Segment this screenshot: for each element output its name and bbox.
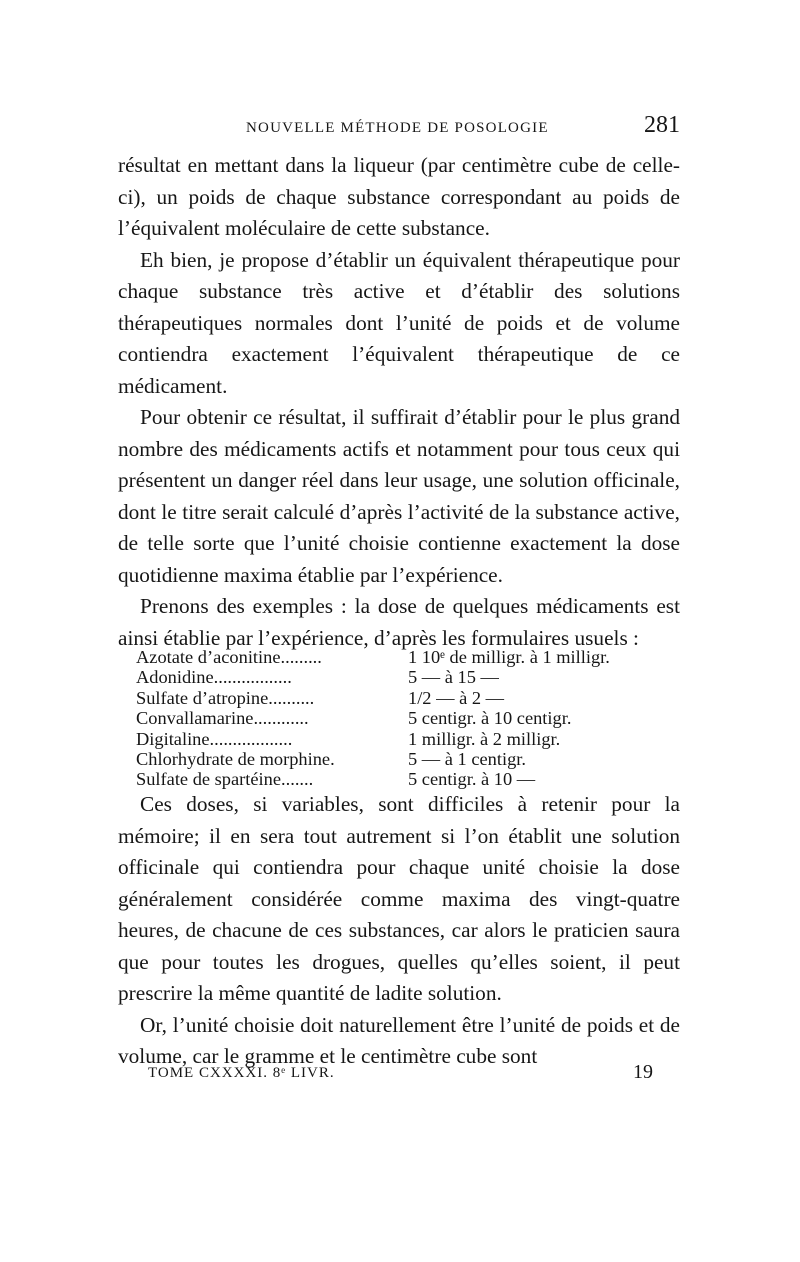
paragraph-doses-variable: Ces doses, si variables, sont difficiles à retenir pour la mémoire; il en sera tout autrement si l’on établit une solution officinale qui contiendra pour chaque unité choisie la dose généralement considérée comme maxima des vingt-quatre heures, de chacune de ces substances, car alors le praticien saura que pour toutes les drogues, quelles qu’elles soient, il peut prescrire la même quantité de ladite solution. bbox=[118, 792, 680, 1005]
table-row bbox=[136, 647, 686, 667]
page-footer bbox=[148, 1061, 653, 1087]
table-row bbox=[136, 667, 686, 687]
drug-name: Azotate d’aconitine......... bbox=[136, 647, 322, 667]
table-row bbox=[136, 708, 686, 728]
table-row bbox=[136, 749, 686, 769]
volume-signature: TOME CXXXXI. 8ᵉ LIVR. bbox=[148, 1065, 335, 1081]
sheet-number: 19 bbox=[633, 1061, 653, 1083]
drug-name: Digitaline.................. bbox=[136, 728, 293, 749]
running-title: NOUVELLE MÉTHODE DE POSOLOGIE bbox=[246, 120, 549, 136]
dose-table bbox=[136, 647, 686, 790]
dose-range: 5 centigr. à 10 centigr. bbox=[408, 708, 572, 729]
drug-name: Adonidine................. bbox=[136, 667, 292, 688]
dose-range: 1 10ᵉ de milligr. à 1 milligr. bbox=[408, 647, 610, 667]
dose-range: 1 milligr. à 2 milligr. bbox=[408, 728, 561, 749]
table-row bbox=[136, 769, 686, 789]
page-header bbox=[118, 112, 680, 142]
table-row bbox=[136, 688, 686, 708]
page-number: 281 bbox=[644, 112, 680, 138]
body-text-lower bbox=[118, 789, 680, 1073]
dose-range: 5 — à 1 centigr. bbox=[408, 749, 526, 770]
drug-name: Sulfate d’atropine.......... bbox=[136, 687, 315, 708]
drug-name: Sulfate de spartéine....... bbox=[136, 769, 314, 790]
body-text-upper bbox=[118, 150, 680, 654]
paragraph-examples-intro: Prenons des exemples : la dose de quelques médicaments est ainsi établie par l’expérience, d’après les formulaires usuels : bbox=[118, 594, 680, 650]
paragraph-proposal: Eh bien, je propose d’établir un équivalent thérapeutique pour chaque substance très active et d’établir des solutions thérapeutiques normales dont l’unité de poids et de volume contiendra exactement l’équivalent thérapeutique de ce médicament. bbox=[118, 247, 680, 398]
drug-name: Convallamarine............ bbox=[136, 708, 309, 729]
paragraph-method: Pour obtenir ce résultat, il suffirait d’établir pour le plus grand nombre des médicaments actifs et notamment pour tous ceux qui présentent un danger réel dans leur usage, une solution officinale, dont le titre serait calculé d’après l’activité de la substance active, de telle sorte que l’unité choisie contienne exactement la dose quotidienne maxima établie par l’expérience. bbox=[118, 405, 680, 587]
paragraph-unit-choice: Or, l’unité choisie doit naturellement être l’unité de poids et de volume, car le gramme et le centimètre cube sont bbox=[118, 1012, 680, 1068]
paragraph-continuation: résultat en mettant dans la liqueur (par centimètre cube de celle-ci), un poids de chaque substance correspondant au poids de l’équivalent moléculaire de cette substance. bbox=[118, 153, 680, 240]
dose-range: 5 — à 15 — bbox=[408, 667, 499, 688]
table-row bbox=[136, 729, 686, 749]
dose-range: 5 centigr. à 10 — bbox=[408, 769, 536, 790]
dose-range: 1/2 — à 2 — bbox=[408, 687, 505, 708]
drug-name: Chlorhydrate de morphine. bbox=[136, 749, 335, 770]
